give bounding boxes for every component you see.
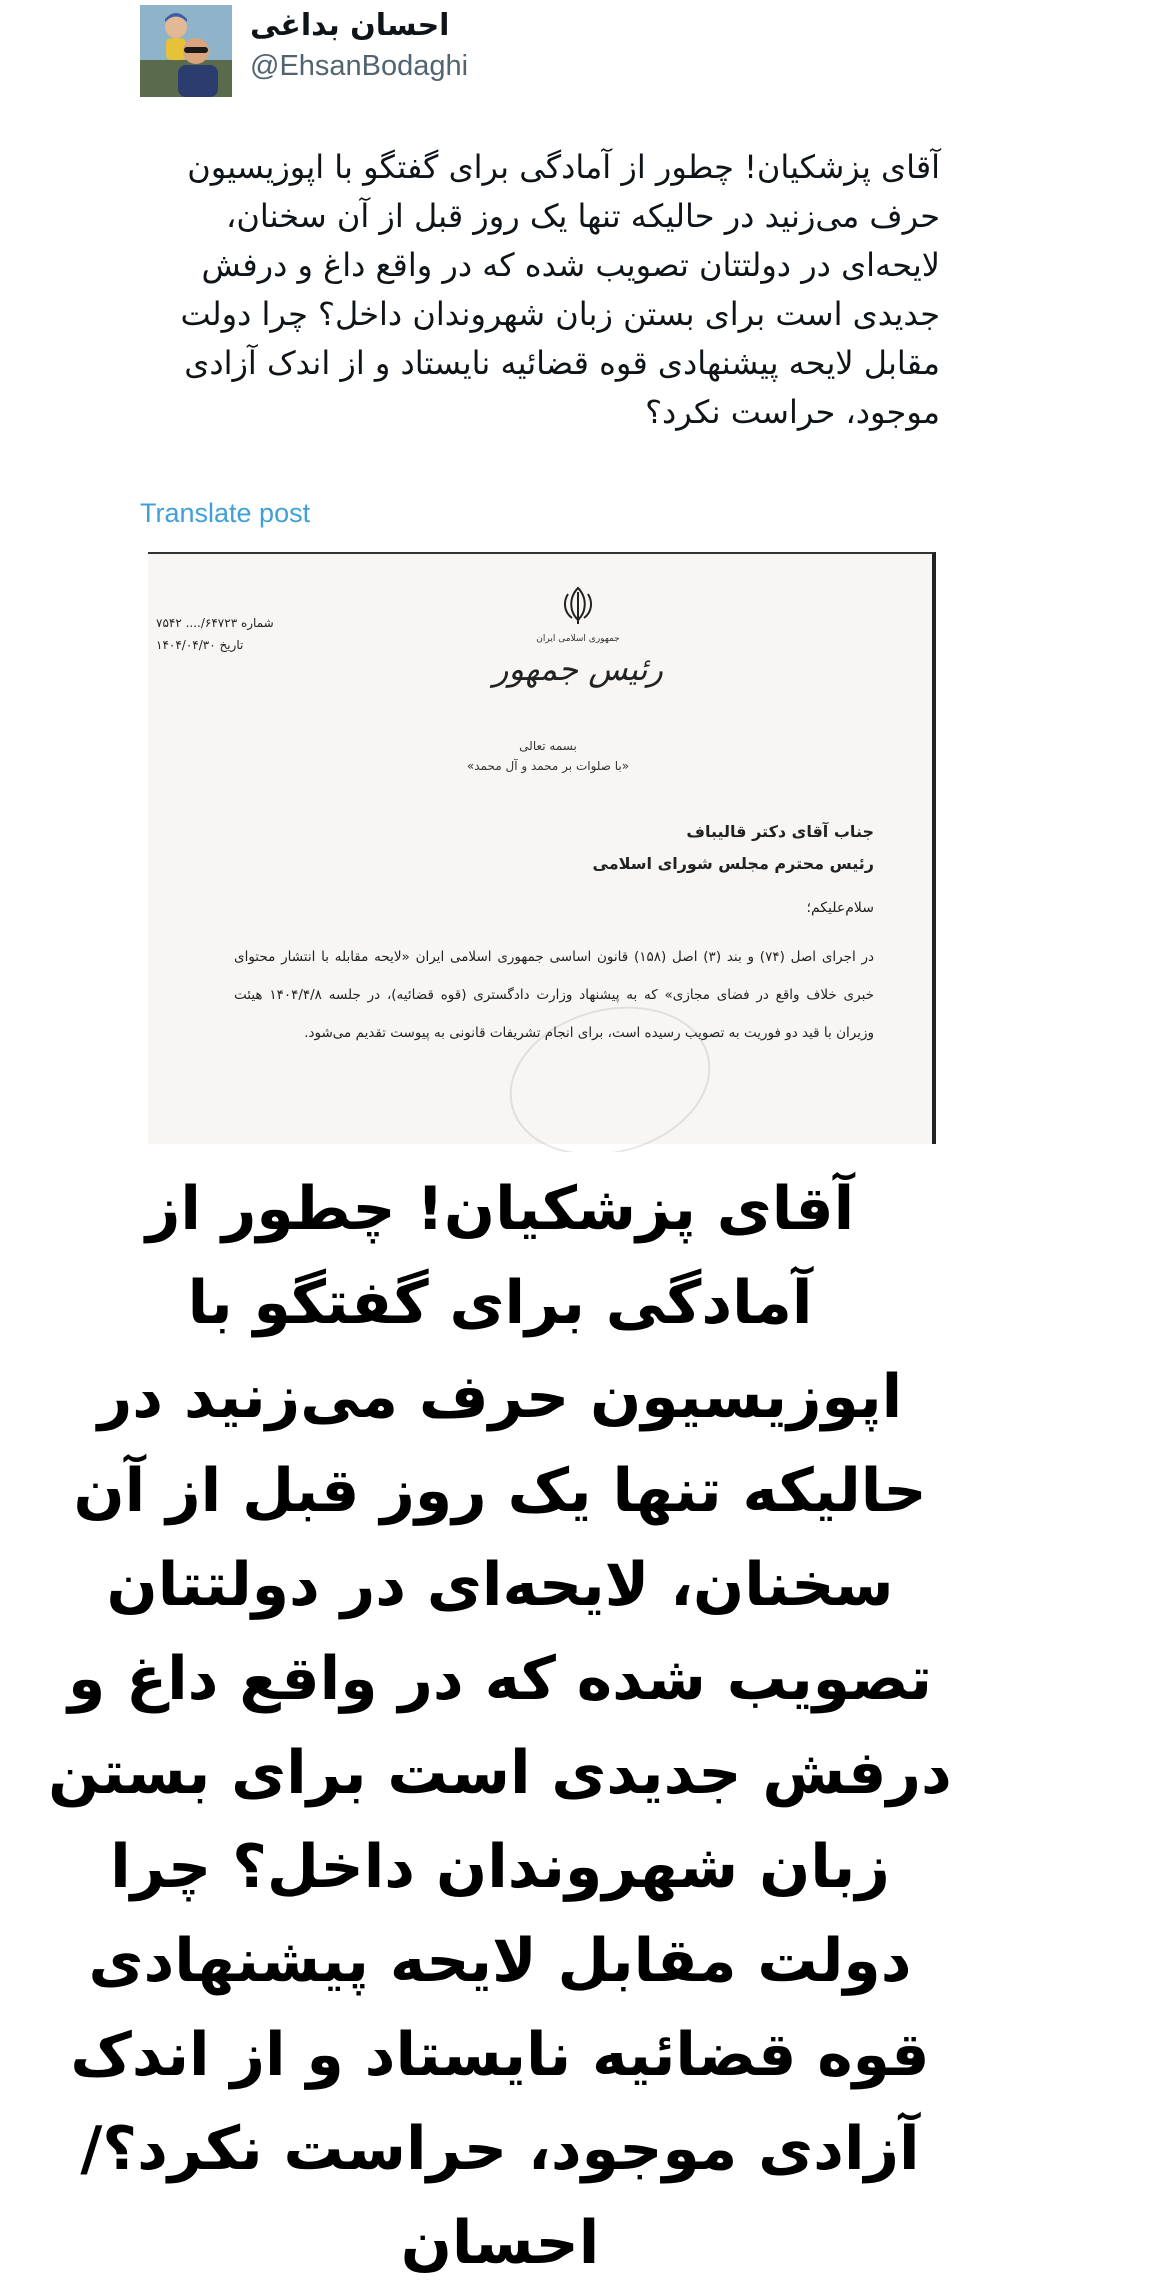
caption-overlay [40,1152,960,2278]
attached-document-image[interactable] [148,552,936,1144]
reference-number: شماره ۶۴۷۲۳/.... ۷۵۴۲ [156,616,274,630]
document-basmala [448,736,648,776]
caption-text: آقای پزشکیان! چطور از آمادگی برای گفتگو با اپوزیسیون حرف می‌زنید در حالیکه تنها یک روز قبل از آن سخنان، لایحه‌ای در دولتتان تصویب شده که در واقع داغ و درفش جدیدی است برای بستن زبان شهروندان داخل؟ چرا دولت مقابل لایحه پیشنهادی قوه قضائیه نایستاد و از اندک آزادی موجود، حراست نکرد؟/ احسان [48,1174,952,2278]
basmala-line-2: «با صلوات بر محمد و آل محمد» [466,759,630,773]
author-handle[interactable]: @EhsanBodaghi [250,50,469,82]
addressee-line-2: رئیس محترم مجلس شورای اسلامی [592,854,874,873]
emblem-caption: جمهوری اسلامی ایران [536,634,620,644]
profile-photo-icon [140,5,232,97]
avatar[interactable] [140,5,232,97]
document-header-title: رئیس جمهور [493,650,663,688]
document-body: در اجرای اصل (۷۴) و بند (۳) اصل (۱۵۸) قانون اساسی جمهوری اسلامی ایران «لایحه مقابله با انتشار محتوای خبری خلاف واقع در فضای مجازی» که به پیشنهاد وزارت دادگستری (قوه قضائیه)، در جلسه ۱۴۰۴/۴/۸ هیئت وزیران با قید دو فوریت به تصویب رسیده است، برای انجام تشریفات قانونی به پیوست تقدیم می‌شود. [234,949,874,1041]
document-letterhead [478,584,678,688]
tweet-text [150,143,940,437]
document-greeting: سلام‌علیکم؛ [806,900,874,916]
author-display-name[interactable]: احسان بداغی [250,8,450,43]
iran-emblem-icon [558,584,598,628]
translate-post-link[interactable]: Translate post [140,498,311,528]
addressee-line-1: جناب آقای دکتر قالیباف [686,822,874,841]
tweet-text-body: آقای پزشکیان! چطور از آمادگی برای گفتگو با اپوزیسیون حرف می‌زنید در حالیکه تنها یک روز قبل از آن سخنان، لایحه‌ای در دولتتان تصویب شده که در واقع داغ و درفش جدیدی است برای بستن زبان شهروندان داخل؟ چرا دولت مقابل لایحه پیشنهادی قوه قضائیه نایستاد و از اندک آزادی موجود، حراست نکرد؟ [180,148,940,431]
document-addressee [593,816,874,880]
basmala-line-1: بسمه تعالی [519,739,577,753]
document-reference [156,612,306,656]
reference-date: تاریخ ۱۴۰۴/۰۴/۳۰ [156,638,244,652]
